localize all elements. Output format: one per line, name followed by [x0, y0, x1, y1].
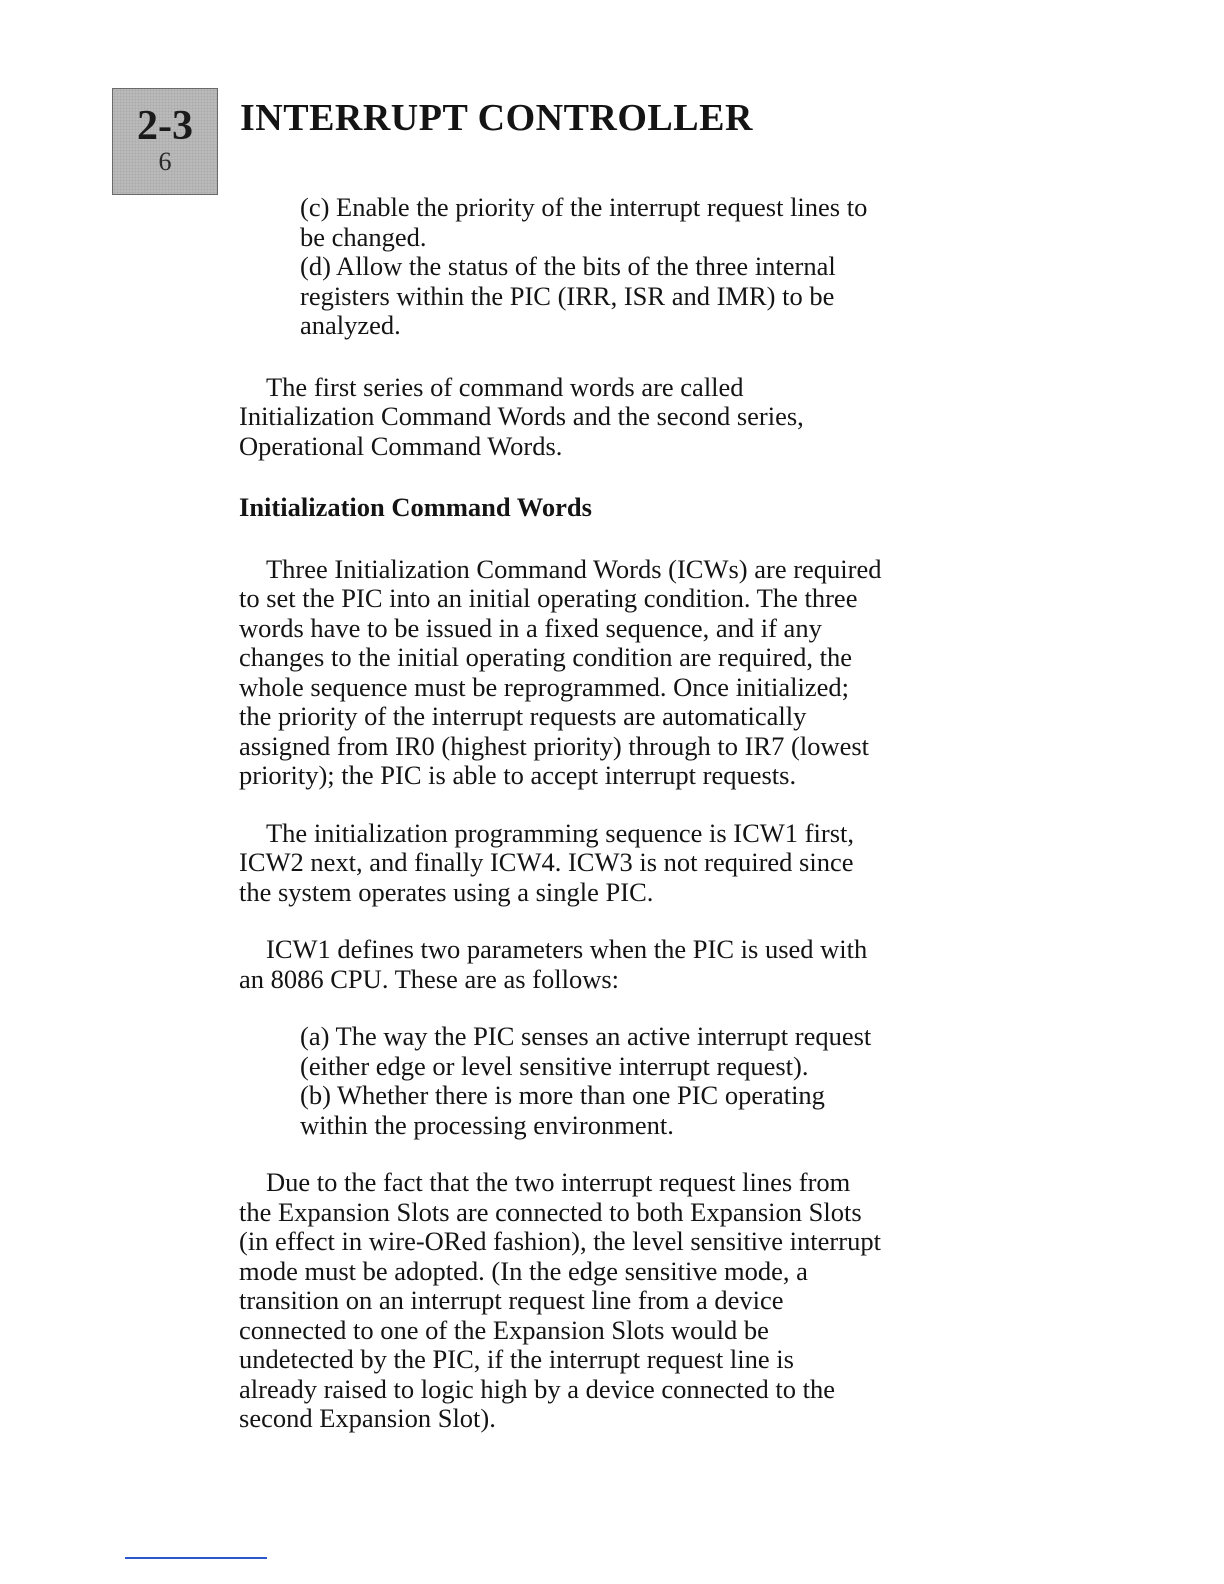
paragraph-icw-intro — [239, 555, 999, 791]
list-line: (d) Allow the status of the bits of the three internal — [300, 251, 836, 281]
text-line: changes to the initial operating condition are required, the — [239, 642, 852, 672]
text-line: already raised to logic high by a device connected to the — [239, 1373, 836, 1404]
text-line: priority); the PIC is able to accept interrupt requests. — [239, 760, 797, 790]
list-line: be changed. — [300, 221, 427, 252]
list-line: (c) Enable the priority of the interrupt request lines to — [300, 192, 868, 222]
text-line: the system operates using a single PIC. — [239, 876, 654, 907]
paragraph-command-words — [239, 373, 999, 462]
text-line: second Expansion Slot). — [239, 1403, 496, 1433]
list-line: (either edge or level sensitive interrupt request). — [300, 1050, 809, 1081]
footer-rule — [125, 1557, 267, 1559]
list-item-c — [300, 193, 999, 252]
text-line: transition on an interrupt request line from a device — [239, 1285, 784, 1315]
text-line: the priority of the interrupt requests are automatically — [239, 701, 807, 731]
list-line: analyzed. — [300, 310, 401, 340]
text-line: undetected by the PIC, if the interrupt request line is — [239, 1344, 794, 1374]
text-line: mode must be adopted. (In the edge sensitive mode, a — [239, 1255, 808, 1286]
text-line: an 8086 CPU. These are as follows: — [239, 963, 620, 994]
list-line: within the processing environment. — [300, 1109, 674, 1140]
section-number: 2-3 — [137, 103, 193, 149]
text-line: ICW2 next, and finally ICW4. ICW3 is not required since — [239, 847, 854, 877]
text-line: words have to be issued in a fixed sequence, and if any — [239, 612, 822, 643]
text-line: Operational Command Words. — [239, 430, 563, 461]
list-line: registers within the PIC (IRR, ISR and IMR) to be — [300, 280, 835, 311]
page-title: INTERRUPT CONTROLLER — [240, 97, 753, 139]
text-line: to set the PIC into an initial operating condition. The three — [239, 583, 858, 613]
text-line: Due to the fact that the two interrupt request lines from — [266, 1167, 851, 1197]
list-line: (a) The way the PIC senses an active interrupt request — [300, 1021, 872, 1051]
document-body — [239, 193, 999, 1434]
text-line: Three Initialization Command Words (ICWs) are required — [266, 553, 882, 584]
paragraph-level-sensitive — [239, 1168, 999, 1434]
text-line: The initialization programming sequence is ICW1 first, — [266, 817, 854, 848]
list-item-a — [300, 1022, 999, 1081]
text-line: (in effect in wire-ORed fashion), the level sensitive interrupt — [239, 1226, 881, 1256]
section-page-number: 6 — [158, 147, 172, 176]
text-line: ICW1 defines two parameters when the PIC is used with — [266, 934, 868, 964]
list-item-b — [300, 1081, 999, 1140]
text-line: the Expansion Slots are connected to both Expansion Slots — [239, 1196, 862, 1227]
section-tab — [112, 88, 218, 195]
text-line: The first series of command words are called — [266, 371, 744, 402]
list-item-d — [300, 252, 999, 341]
text-line: connected to one of the Expansion Slots would be — [239, 1314, 769, 1345]
list-line: (b) Whether there is more than one PIC operating — [300, 1080, 825, 1110]
section-heading: Initialization Command Words — [239, 492, 592, 522]
text-line: whole sequence must be reprogrammed. Once initialized; — [239, 671, 850, 702]
text-line: assigned from IR0 (highest priority) through to IR7 (lowest — [239, 730, 870, 761]
paragraph-sequence — [239, 819, 999, 908]
text-line: Initialization Command Words and the second series, — [239, 401, 804, 431]
paragraph-icw1 — [239, 935, 999, 994]
